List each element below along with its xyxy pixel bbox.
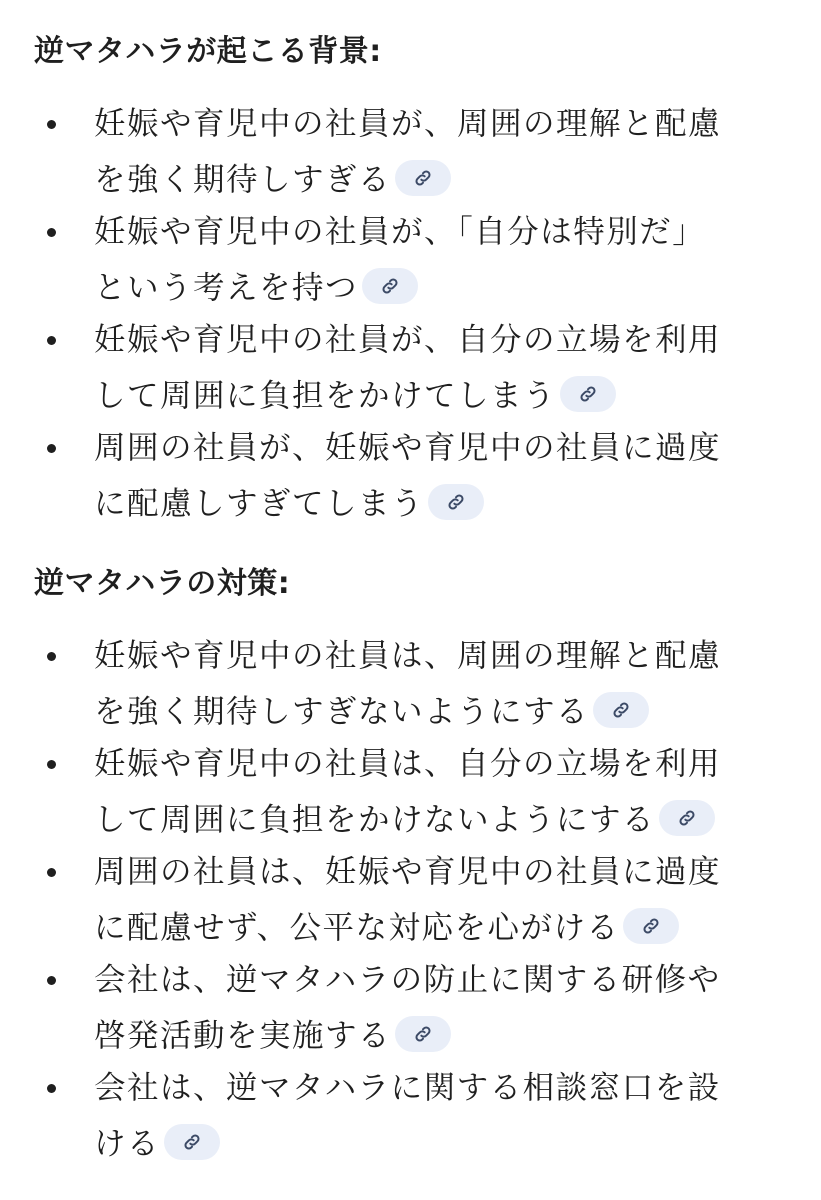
list-item-line	[94, 1116, 771, 1172]
bullet-icon	[47, 120, 56, 129]
list-item-text: に配慮しすぎてしまう	[94, 486, 425, 522]
bullet-icon	[47, 760, 56, 769]
list-item	[0, 204, 821, 312]
list-item-line: 妊娠や育児中の社員が、自分の立場を利用	[94, 322, 722, 358]
list-item-text: を強く期待しすぎないようにする	[94, 694, 590, 730]
link-icon	[446, 492, 466, 512]
link-icon	[413, 168, 433, 188]
section-heading-background: 逆マタハラが起こる背景:	[34, 34, 382, 69]
background-list	[0, 96, 821, 528]
list-item-text: ける	[94, 1126, 161, 1162]
section-heading-countermeasures: 逆マタハラの対策:	[34, 566, 291, 601]
list-item-line	[94, 260, 771, 316]
list-item-line	[94, 152, 771, 208]
source-link-button[interactable]	[362, 268, 418, 304]
link-icon	[413, 1024, 433, 1044]
list-item-line	[94, 684, 771, 740]
list-item-line: 周囲の社員は、妊娠や育児中の社員に過度	[94, 854, 722, 890]
list-item-line: 妊娠や育児中の社員は、自分の立場を利用	[94, 746, 722, 782]
source-link-button[interactable]	[428, 484, 484, 520]
list-item-text: して周囲に負担をかけないようにする	[94, 802, 656, 838]
link-icon	[182, 1132, 202, 1152]
source-link-button[interactable]	[560, 376, 616, 412]
list-item-line	[94, 368, 771, 424]
list-item-text: を強く期待しすぎる	[94, 162, 392, 198]
source-link-button[interactable]	[395, 160, 451, 196]
source-link-button[interactable]	[395, 1016, 451, 1052]
bullet-icon	[47, 652, 56, 661]
list-item	[0, 1060, 821, 1168]
list-item	[0, 96, 821, 204]
list-item-text: 啓発活動を実施する	[94, 1018, 392, 1054]
bullet-icon	[47, 444, 56, 453]
countermeasures-list	[0, 628, 821, 1168]
bullet-icon	[47, 976, 56, 985]
list-item	[0, 312, 821, 420]
source-link-button[interactable]	[164, 1124, 220, 1160]
link-icon	[641, 916, 661, 936]
list-item-line: 会社は、逆マタハラに関する相談窓口を設	[94, 1070, 721, 1106]
list-item-line	[94, 1008, 771, 1064]
list-item	[0, 420, 821, 528]
list-item-line	[94, 792, 771, 848]
bullet-icon	[47, 228, 56, 237]
list-item	[0, 952, 821, 1060]
list-item-text: して周囲に負担をかけてしまう	[94, 378, 557, 414]
source-link-button[interactable]	[659, 800, 715, 836]
list-item-line: 妊娠や育児中の社員は、周囲の理解と配慮	[94, 638, 722, 674]
source-link-button[interactable]	[593, 692, 649, 728]
list-item	[0, 736, 821, 844]
link-icon	[380, 276, 400, 296]
list-item-text: に配慮せず、公平な対応を心がける	[94, 910, 620, 946]
list-item-line: 妊娠や育児中の社員が、「自分は特別だ」	[94, 214, 706, 250]
link-icon	[611, 700, 631, 720]
bullet-icon	[47, 336, 56, 345]
list-item-line: 妊娠や育児中の社員が、周囲の理解と配慮	[94, 106, 722, 142]
link-icon	[677, 808, 697, 828]
list-item-line	[94, 900, 771, 956]
list-item-line: 周囲の社員が、妊娠や育児中の社員に過度	[94, 430, 722, 466]
list-item	[0, 628, 821, 736]
list-item	[0, 844, 821, 952]
source-link-button[interactable]	[623, 908, 679, 944]
link-icon	[578, 384, 598, 404]
list-item-line	[94, 476, 771, 532]
list-item-line: 会社は、逆マタハラの防止に関する研修や	[94, 962, 721, 998]
bullet-icon	[47, 868, 56, 877]
list-item-text: という考えを持つ	[94, 270, 359, 306]
bullet-icon	[47, 1084, 56, 1093]
